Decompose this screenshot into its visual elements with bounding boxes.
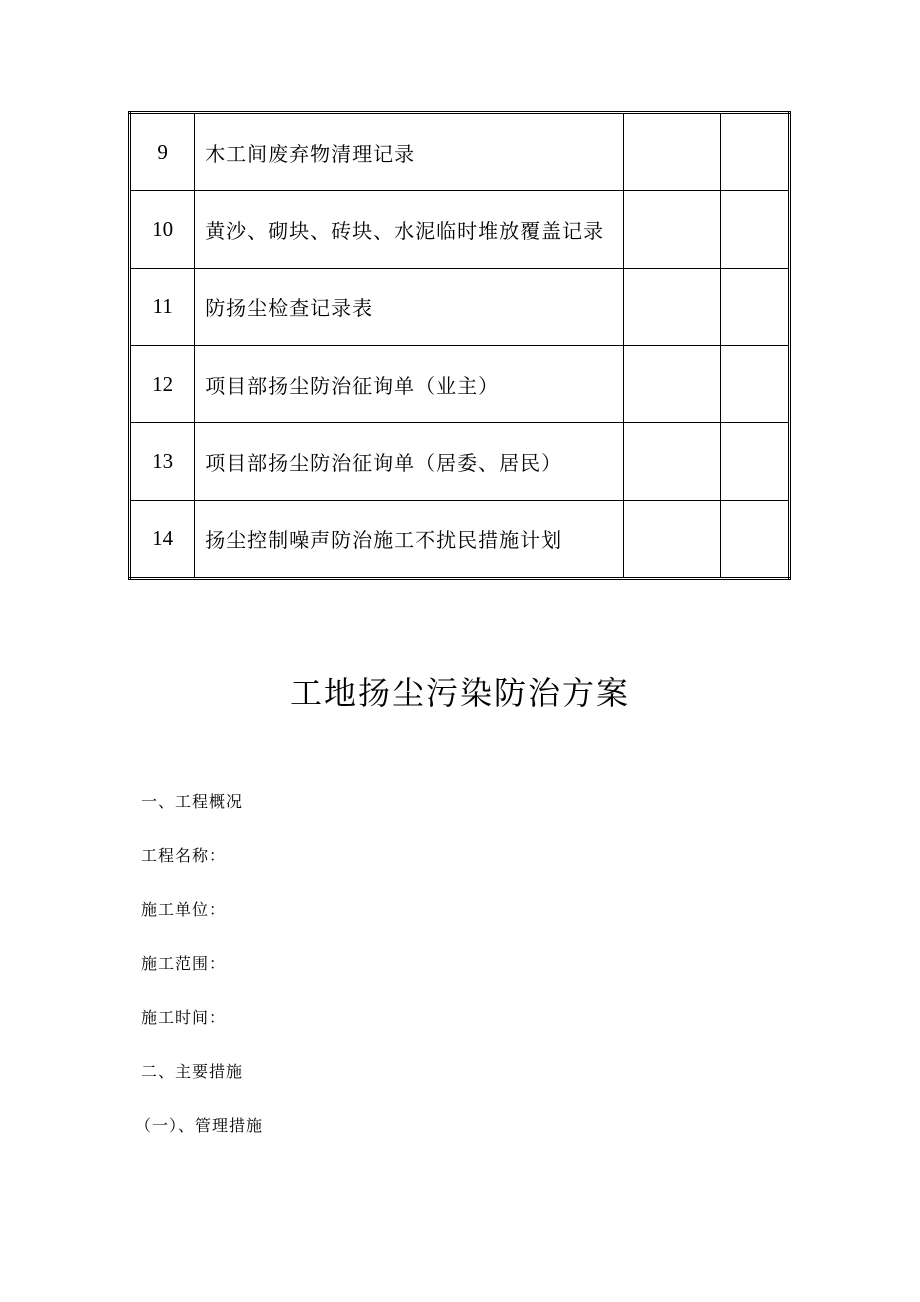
- field-project-name: 工程名称：: [141, 846, 227, 865]
- empty-cell: [624, 500, 721, 578]
- field-construction-scope: 施工范围：: [141, 954, 227, 973]
- row-number: 9: [130, 113, 195, 191]
- section-heading-overview: 一、工程概况: [141, 792, 244, 811]
- empty-cell: [721, 345, 790, 422]
- empty-cell: [721, 500, 790, 578]
- row-name: 防扬尘检查记录表: [195, 268, 624, 345]
- empty-cell: [624, 345, 721, 422]
- row-name: 扬尘控制噪声防治施工不扰民措施计划: [195, 500, 624, 578]
- empty-cell: [624, 113, 721, 191]
- table-row: [130, 113, 790, 191]
- empty-cell: [721, 191, 790, 268]
- row-name: 黄沙、砌块、砖块、水泥临时堆放覆盖记录: [195, 191, 624, 268]
- row-number: 12: [130, 345, 195, 422]
- row-name: 项目部扬尘防治征询单（居委、居民）: [195, 423, 624, 500]
- field-construction-time: 施工时间：: [141, 1008, 227, 1027]
- row-name: 项目部扬尘防治征询单（业主）: [195, 345, 624, 422]
- empty-cell: [624, 268, 721, 345]
- table-row: [130, 268, 790, 345]
- section-heading-measures: 二、主要措施: [141, 1062, 244, 1081]
- row-number: 11: [130, 268, 195, 345]
- table-row: [130, 423, 790, 500]
- table-row: [130, 345, 790, 422]
- table-row: [130, 500, 790, 578]
- row-name: 木工间废弃物清理记录: [195, 113, 624, 191]
- records-table: [128, 111, 791, 580]
- row-number: 13: [130, 423, 195, 500]
- empty-cell: [624, 423, 721, 500]
- empty-cell: [721, 113, 790, 191]
- table-row: [130, 191, 790, 268]
- empty-cell: [721, 268, 790, 345]
- subsection-heading-management: （一）、管理措施: [135, 1116, 264, 1135]
- field-construction-unit: 施工单位：: [141, 900, 227, 919]
- document-title: 工地扬尘污染防治方案: [289, 674, 630, 712]
- row-number: 10: [130, 191, 195, 268]
- empty-cell: [624, 191, 721, 268]
- row-number: 14: [130, 500, 195, 578]
- empty-cell: [721, 423, 790, 500]
